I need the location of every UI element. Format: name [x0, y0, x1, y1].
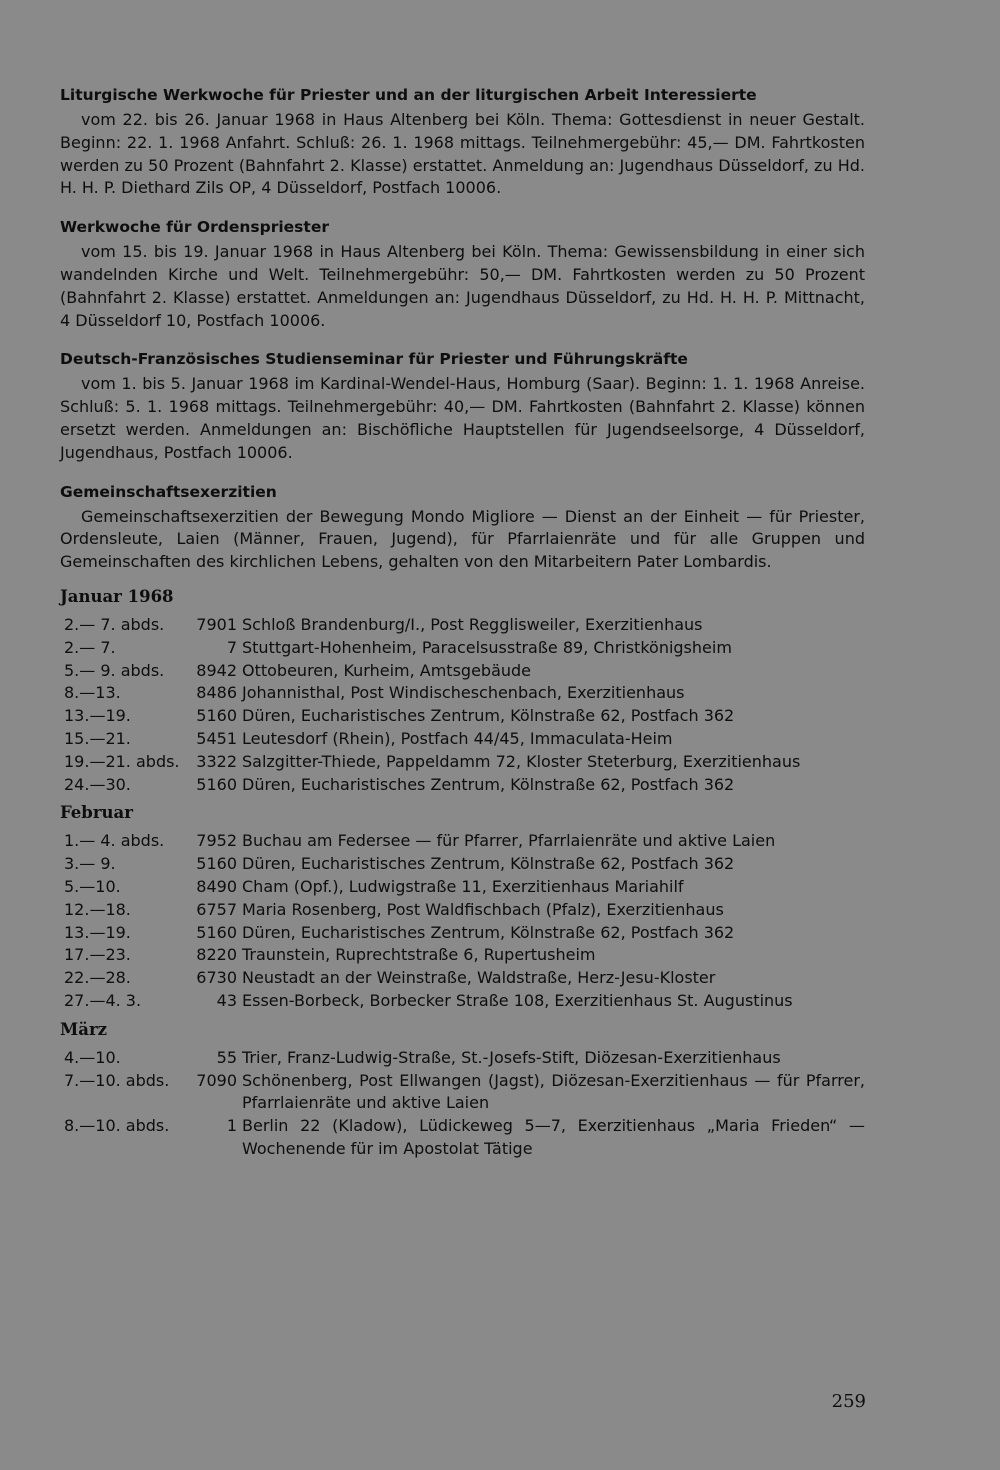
entry-postcode: 3322: [196, 751, 237, 771]
schedule-row: [60, 751, 865, 774]
entry-date: 27.—4. 3.: [64, 990, 142, 1010]
month-heading-maerz: März: [60, 1019, 108, 1039]
entry-date: 8.—13.: [64, 683, 121, 703]
entry-place: Düren, Eucharistisches Zentrum, Kölnstraße 62, Postfach 362: [242, 854, 735, 874]
entry-postcode: 5160: [196, 854, 237, 874]
entry-postcode: 6757: [196, 899, 237, 919]
section-heading: Gemeinschaftsexerzitien: [60, 482, 277, 501]
section-text: vom 22. bis 26. Januar 1968 in Haus Altenberg bei Köln. Thema: Gottesdienst in neuer Gestalt. Beginn: 22. 1. 1968 Anfahrt. Schluß: 26. 1. 1968 mittags. Teilnehmergebühr: 45,— DM. Fahrtkosten werden zu 50 Prozent (Bahnfahrt 2. Klasse) erstattet. Anmeldung an: Jugendhaus Düsseldorf, zu Hd. H. H. P. Diethard Zils OP, 4 Düsseldorf, Postfach 10006.: [60, 110, 865, 198]
entry-place: Trier, Franz-Ludwig-Straße, St.-Josefs-Stift, Diözesan-Exerzitienhaus: [242, 1047, 781, 1067]
schedule-row: [60, 660, 865, 683]
schedule-row: [60, 899, 865, 922]
schedule-row: [60, 922, 865, 945]
section-text: vom 1. bis 5. Januar 1968 im Kardinal-Wendel-Haus, Homburg (Saar). Beginn: 1. 1. 1968 Anreise. Schluß: 5. 1. 1968 mittags. Teilnehmergebühr: 40,— DM. Fahrtkosten (Bahnfahrt 2. Klasse) können ersetzt werden. Anmeldungen an: Bischöfliche Hauptstellen für Jugendseelsorge, 4 Düsseldorf, Jugendhaus, Postfach 10006.: [60, 374, 865, 462]
entry-postcode: 8490: [196, 876, 237, 896]
schedule-row: [60, 637, 865, 660]
entry-place: Düren, Eucharistisches Zentrum, Kölnstraße 62, Postfach 362: [242, 922, 735, 942]
schedule-row: [60, 1047, 865, 1070]
schedule-row: [60, 728, 865, 751]
section-liturgische-werkwoche: [60, 84, 865, 200]
section-heading: Werkwoche für Ordenspriester: [60, 218, 329, 237]
document-page: [60, 84, 865, 1167]
entry-postcode: 5160: [196, 922, 237, 942]
entry-place: Salzgitter-Thiede, Pappeldamm 72, Kloster Steterburg, Exerzitienhaus: [242, 751, 801, 771]
entry-postcode: 8486: [196, 683, 237, 703]
section-gemeinschaftsexerzitien: [60, 481, 865, 574]
section-text: vom 15. bis 19. Januar 1968 in Haus Altenberg bei Köln. Thema: Gewissensbildung in einer sich wandelnden Kirche und Welt. Teilnehmergebühr: 50,— DM. Fahrtkosten werden zu 50 Prozent (Bahnfahrt 2. Klasse) erstattet. Anmeldungen an: Jugendhaus Düsseldorf, zu Hd. H. H. P. Mittnacht, 4 Düsseldorf 10, Postfach 10006.: [60, 242, 865, 330]
schedule-row: [60, 1070, 865, 1116]
entry-postcode: 7952: [196, 831, 237, 851]
entry-date: 8.—10. abds.: [64, 1116, 170, 1136]
entry-postcode: 5160: [196, 774, 237, 794]
entry-date: 13.—19.: [64, 922, 131, 942]
schedule-row: [60, 705, 865, 728]
schedule-row: [60, 944, 865, 967]
entry-date: 5.— 9. abds.: [64, 660, 165, 680]
entry-place: Traunstein, Ruprechtstraße 6, Rupertusheim: [242, 945, 596, 965]
entry-place: Schönenberg, Post Ellwangen (Jagst), Diözesan-Exerzitienhaus — für Pfarrer, Pfarrlaienräte und aktive Laien: [242, 1070, 865, 1113]
entry-place: Düren, Eucharistisches Zentrum, Kölnstraße 62, Postfach 362: [242, 706, 735, 726]
entry-postcode: 6730: [196, 968, 237, 988]
entry-date: 1.— 4. abds.: [64, 831, 165, 851]
schedule-januar: [60, 614, 865, 796]
entry-date: 24.—30.: [64, 774, 131, 794]
schedule-row: [60, 967, 865, 990]
entry-place: Berlin 22 (Kladow), Lüdickeweg 5—7, Exerzitienhaus „Maria Frieden“ — Wochenende für im Apostolat Tätige: [242, 1116, 865, 1158]
schedule-row: [60, 682, 865, 705]
entry-place: Essen-Borbeck, Borbecker Straße 108, Exerzitienhaus St. Augustinus: [242, 990, 793, 1010]
schedule-row: [60, 990, 865, 1013]
entry-place: Johannisthal, Post Windischeschenbach, Exerzitienhaus: [242, 683, 685, 703]
schedule-maerz: [60, 1047, 865, 1161]
entry-date: 7.—10. abds.: [64, 1070, 170, 1090]
entry-place: Stuttgart-Hohenheim, Paracelsusstraße 89, Christkönigsheim: [242, 637, 732, 657]
entry-date: 12.—18.: [64, 899, 131, 919]
entry-date: 2.— 7. abds.: [64, 614, 165, 634]
page-number: 259: [831, 1391, 866, 1412]
section-werkwoche-ordenspriester: [60, 216, 865, 332]
entry-place: Neustadt an der Weinstraße, Waldstraße, Herz-Jesu-Kloster: [242, 968, 716, 988]
entry-date: 17.—23.: [64, 945, 131, 965]
entry-place: Buchau am Federsee — für Pfarrer, Pfarrlaienräte und aktive Laien: [242, 831, 776, 851]
entry-postcode: 55: [216, 1047, 237, 1067]
section-heading: Liturgische Werkwoche für Priester und an der liturgischen Arbeit Interessierte: [60, 86, 757, 104]
schedule-row: [60, 876, 865, 899]
month-heading-januar: Januar 1968: [60, 586, 174, 606]
entry-postcode: 1: [226, 1116, 237, 1136]
entry-postcode: 7901: [196, 614, 237, 634]
entry-date: 13.—19.: [64, 706, 131, 726]
entry-date: 3.— 9.: [64, 854, 116, 874]
schedule-row: [60, 830, 865, 853]
entry-postcode: 8942: [196, 660, 237, 680]
entry-postcode: 7090: [196, 1070, 237, 1090]
entry-postcode: 5160: [196, 706, 237, 726]
entry-postcode: 7: [226, 637, 237, 657]
section-text: Gemeinschaftsexerzitien der Bewegung Mondo Migliore — Dienst an der Einheit — für Priester, Ordensleute, Laien (Männer, Frauen, Jugend), für Pfarrlaienräte und für alle Gruppen und Gemeinschaften des kirchlichen Lebens, gehalten von den Mitarbeitern Pater Lombardis.: [60, 506, 865, 572]
schedule-row: [60, 1115, 865, 1161]
month-heading-februar: Februar: [60, 803, 133, 823]
schedule-row: [60, 614, 865, 637]
entry-date: 15.—21.: [64, 728, 131, 748]
section-heading: Deutsch-Französisches Studienseminar für Priester und Führungskräfte: [60, 350, 688, 369]
entry-place: Leutesdorf (Rhein), Postfach 44/45, Immaculata-Heim: [242, 728, 673, 748]
entry-place: Maria Rosenberg, Post Waldfischbach (Pfalz), Exerzitienhaus: [242, 899, 724, 919]
schedule-row: [60, 853, 865, 876]
entry-date: 2.— 7.: [64, 637, 116, 657]
entry-postcode: 5451: [196, 728, 237, 748]
entry-postcode: 43: [216, 990, 237, 1010]
entry-date: 22.—28.: [64, 968, 131, 988]
entry-date: 19.—21. abds.: [64, 751, 180, 771]
entry-postcode: 8220: [196, 945, 237, 965]
schedule-februar: [60, 830, 865, 1012]
entry-date: 4.—10.: [64, 1047, 121, 1067]
entry-place: Schloß Brandenburg/I., Post Regglisweiler, Exerzitienhaus: [242, 614, 703, 634]
entry-date: 5.—10.: [64, 876, 121, 896]
section-studienseminar: [60, 348, 865, 464]
entry-place: Düren, Eucharistisches Zentrum, Kölnstraße 62, Postfach 362: [242, 774, 735, 794]
entry-place: Cham (Opf.), Ludwigstraße 11, Exerzitienhaus Mariahilf: [242, 876, 684, 896]
schedule-row: [60, 774, 865, 797]
entry-place: Ottobeuren, Kurheim, Amtsgebäude: [242, 660, 532, 680]
